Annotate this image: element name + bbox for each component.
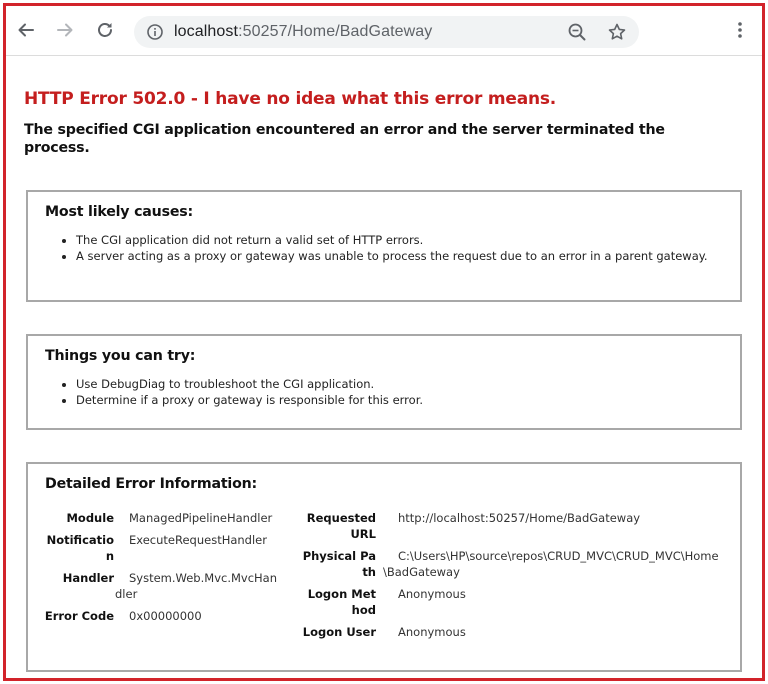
detail-label-requested-url: Requested URL — [306, 511, 376, 541]
detail-value-logon-method: Anonymous — [398, 587, 466, 601]
url-host: localhost — [174, 23, 239, 40]
url-text — [174, 23, 432, 41]
detail-label-logon-method: Logon Method — [307, 587, 376, 617]
detail-label-notification: Notification — [46, 533, 114, 563]
browser-toolbar — [6, 6, 762, 56]
detail-label-handler: Handler — [62, 571, 114, 585]
causes-list — [61, 232, 716, 264]
list-item: • The CGI application did not return a valid set of HTTP errors. — [76, 232, 716, 248]
arrow-left-icon[interactable] — [14, 18, 38, 42]
info-icon[interactable] — [144, 21, 166, 43]
list-item: • A server acting as a proxy or gateway was unable to process the request due to an error in a parent gateway. — [76, 248, 716, 264]
try-list — [61, 376, 716, 408]
url-path: :50257/Home/BadGateway — [238, 23, 433, 40]
page-content — [6, 56, 762, 678]
arrow-right-icon[interactable] — [53, 18, 77, 42]
reload-icon[interactable] — [93, 18, 117, 42]
error-subtitle: The specified CGI application encountered an error and the server terminated the process. — [24, 122, 665, 156]
detail-label-module: Module — [66, 511, 114, 525]
address-bar[interactable] — [134, 16, 639, 48]
details-heading: Detailed Error Information: — [45, 476, 257, 492]
detail-value-requested-url: http://localhost:50257/Home/BadGateway — [398, 511, 641, 525]
causes-panel — [26, 190, 742, 302]
detail-label-physical-path: Physical Path — [302, 549, 376, 579]
list-item: • Determine if a proxy or gateway is responsible for this error. — [76, 392, 716, 408]
detail-value-module: ManagedPipelineHandler — [129, 511, 273, 525]
error-title: HTTP Error 502.0 - I have no idea what this error means. — [24, 89, 557, 109]
detail-value-handler: System.Web.Mvc.MvcHandler — [115, 571, 278, 601]
detail-value-notification: ExecuteRequestHandler — [129, 533, 267, 547]
kebab-menu-icon[interactable] — [728, 18, 752, 42]
try-heading: Things you can try: — [45, 348, 196, 364]
detail-value-error-code: 0x00000000 — [129, 609, 202, 623]
details-panel — [26, 462, 742, 672]
detail-label-error-code: Error Code — [44, 609, 114, 623]
causes-heading: Most likely causes: — [45, 204, 193, 220]
detail-label-logon-user: Logon User — [302, 625, 376, 639]
try-panel — [26, 334, 742, 430]
list-item: • Use DebugDiag to troubleshoot the CGI application. — [76, 376, 716, 392]
detail-value-physical-path: C:\Users\HP\source\repos\CRUD_MVC\CRUD_MVC\Home\BadGateway — [383, 549, 719, 579]
browser-window — [3, 3, 765, 681]
zoom-out-icon[interactable] — [566, 21, 588, 43]
detail-value-logon-user: Anonymous — [398, 625, 466, 639]
star-icon[interactable] — [606, 21, 628, 43]
